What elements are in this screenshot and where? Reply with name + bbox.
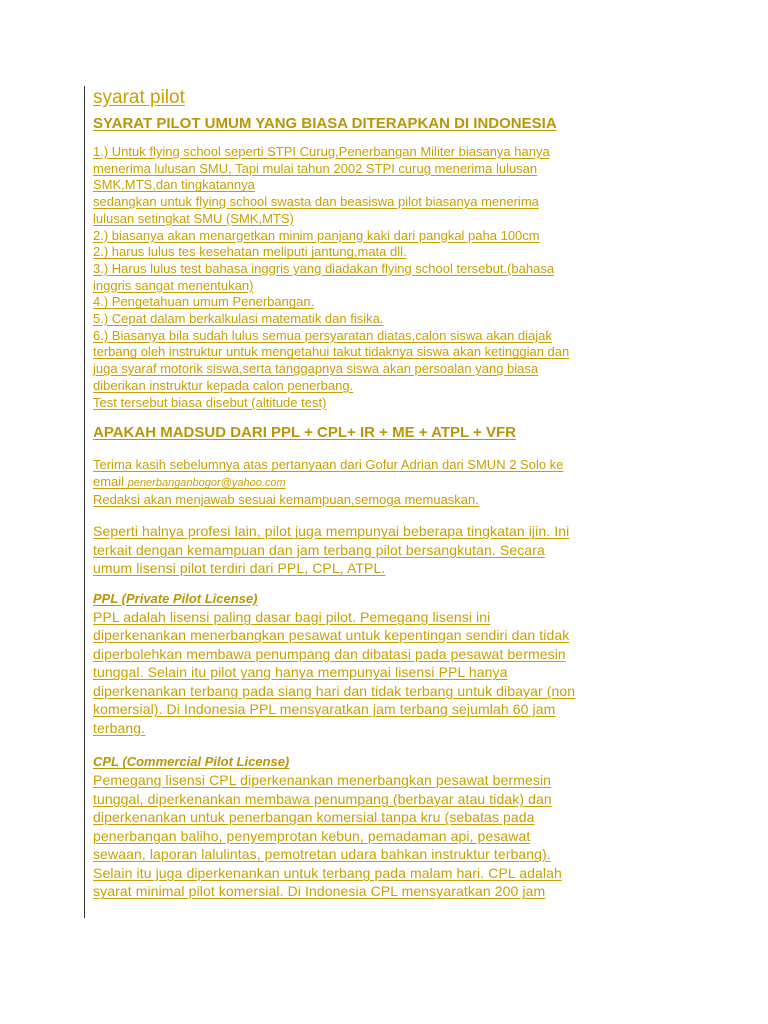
intro-line: terkait dengan kemampuan dan jam terbang pilot bersangkutan. Secara [93, 541, 545, 558]
ppl-line: diperkenankan menerbangkan pesawat untuk kepentingan sendiri dan tidak [93, 627, 570, 644]
email-prefix: email [93, 473, 125, 489]
ppl-line: PPL adalah lisensi paling dasar bagi pilot. Pemegang lisensi ini [93, 608, 491, 625]
intro-line: Seperti halnya profesi lain, pilot juga mempunyai beberapa tingkatan ijin. Ini [93, 523, 570, 540]
cpl-subheading: CPL (Commercial Pilot License) [93, 754, 290, 770]
page-title: syarat pilot [93, 87, 185, 108]
list-line: diberikan instruktur kepada calon penerbang. [93, 377, 354, 393]
thanks-paragraph [93, 457, 693, 508]
document-page [84, 86, 693, 918]
ppl-line: komersial). Di Indonesia PPL mensyaratkan jam terbang sejumlah 60 jam [93, 701, 556, 718]
ppl-line: diperbolehkan membawa penumpang dan dibatasi pada pesawat bermesin [93, 645, 566, 662]
list-line: sedangkan untuk flying school swasta dan beasiswa pilot biasanya menerima [93, 194, 539, 210]
list-line: 1.) Untuk flying school seperti STPI Curug,Penerbangan Militer biasanya hanya [93, 144, 550, 159]
list-line: 2.) biasanya akan menargetkan minim panjang kaki dari pangkal paha 100cm [93, 227, 540, 243]
ppl-subheading: PPL (Private Pilot License) [93, 590, 258, 606]
thanks-line: Redaksi akan menjawab sesuai kemampuan,semoga memuaskan. [93, 491, 479, 507]
intro-paragraph [93, 522, 693, 578]
list-line: terbang oleh instruktur untuk mengetahui takut tidaknya siswa akan ketinggian dan [93, 344, 570, 360]
cpl-line: diperkenankan untuk penerbangan komersial tanpa kru (sebatas pada [93, 809, 535, 826]
intro-line: umum lisensi pilot terdiri dari PPL, CPL, ATPL. [93, 560, 386, 577]
ppl-line: diperkenankan terbang pada siang hari dan tidak terbang untuk dibayar (non [93, 682, 576, 699]
cpl-paragraph [93, 771, 693, 901]
thanks-email-line [93, 474, 693, 492]
ppl-line: terbang. [93, 719, 146, 736]
list-line: 2.) harus lulus tes kesehatan meliputi jantung,mata dll. [93, 244, 407, 260]
cpl-line: sewaan, laporan lalulintas, pemotretan udara bahkan instruktur terbang). [93, 846, 551, 863]
list-line: menerima lulusan SMU, Tapi mulai tahun 2002 STPI curug menerima lulusan [93, 160, 538, 176]
cpl-line: Selain itu juga diperkenankan untuk terbang pada malam hari. CPL adalah [93, 864, 562, 881]
cpl-line: penerbangan baliho, penyemprotan kebun, pemadaman api, pesawat [93, 827, 531, 844]
ppl-paragraph [93, 608, 693, 738]
email-link[interactable]: penerbanganbogor@yahoo.com [127, 476, 286, 489]
list-line: 4.) Pengetahuan umum Penerbangan. [93, 294, 315, 310]
requirements-list [93, 144, 693, 411]
cpl-line: syarat minimal pilot komersial. Di Indonesia CPL mensyaratkan 200 jam [93, 883, 546, 900]
cpl-line: Pemegang lisensi CPL diperkenankan menerbangkan pesawat bermesin [93, 772, 552, 789]
list-line: SMK,MTS,dan tingkatannya [93, 177, 255, 193]
list-line: 5.) Cepat dalam berkalkulasi matematik dan fisika. [93, 311, 384, 327]
ppl-line: tunggal. Selain itu pilot yang hanya mempunyai lisensi PPL hanya [93, 664, 508, 681]
thanks-line: Terima kasih sebelumnya atas pertanyaan dari Gofur Adrian dari SMUN 2 Solo ke [93, 457, 564, 473]
list-line: 3.) Harus lulus test bahasa inggris yang diadakan flying school tersebut.(bahasa [93, 260, 555, 276]
list-line: juga syaraf motorik siswa,serta tanggapnya siswa akan persoalan yang biasa [93, 361, 539, 377]
heading-ppl-question: APAKAH MADSUD DARI PPL + CPL+ IR + ME + ATPL + VFR [93, 424, 516, 442]
list-line: lulusan setingkat SMU (SMK,MTS) [93, 210, 294, 226]
list-line: Test tersebut biasa disebut (altitude test) [93, 394, 327, 410]
cpl-line: tunggal, diperkenankan membawa penumpang (berbayar atau tidak) dan [93, 790, 552, 807]
heading-requirements: SYARAT PILOT UMUM YANG BIASA DITERAPKAN DI INDONESIA [93, 115, 557, 132]
list-line: 6.) Biasanya bila sudah lulus semua persyaratan diatas,calon siswa akan diajak [93, 327, 552, 343]
list-line: inggris sangat menentukan) [93, 277, 254, 293]
